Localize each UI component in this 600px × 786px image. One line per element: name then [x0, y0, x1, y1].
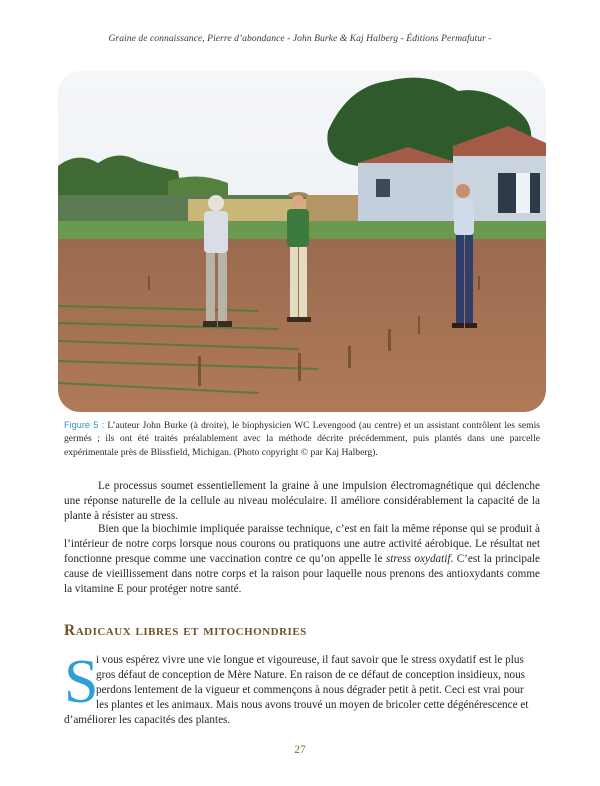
- page-number: 27: [294, 744, 306, 756]
- italic-term: stress oxydatif: [385, 553, 451, 566]
- section-intro-text: [64, 648, 540, 728]
- section-title: Radicaux libres et mitochondries: [64, 622, 307, 639]
- body-paragraph-2: [64, 522, 540, 597]
- text-line: d’améliorer les capacités des plantes.: [64, 714, 231, 727]
- drop-cap: S: [64, 648, 99, 716]
- body-paragraph-1: [64, 479, 540, 524]
- figure-caption-text: L’auteur John Burke (à droite), le biophysicien WC Levengood (au centre) et un assistant contrôlent les semis germés ; ils ont été traités préalablement avec la méthode décrite précédemment, puis plantés dans une parcelle expérimentale près de Blissfield, Michigan. (Photo copyright © par Kaj Halberg).: [64, 420, 541, 458]
- paragraph-text: [64, 522, 540, 597]
- figure-caption: [64, 419, 540, 459]
- field-photo: [58, 71, 546, 412]
- figure-label: Figure 5 :: [64, 420, 105, 430]
- paragraph-text: Le processus soumet essentiellement la graine à une impulsion électromagnétique qui déclenche une réponse naturelle de la cellule au niveau moléculaire. Il améliore considérablement la capacité de la plante à résister au stress.: [64, 480, 540, 523]
- paragraph-text-start: Bien que la biochimie impliquée paraisse technique, c’est en fait la même réponse qui se produit à l’intérieur de notre corps lorsque nous courons ou pratiquons une autre activité aérobique. Le résultat net fonctionne presque comme une vaccination contre ce qu’on appelle le: [64, 523, 540, 566]
- text-line: les plantes et les animaux. Mais nous avons trouvé un moyen de bricoler cette dégénérescence et: [96, 699, 529, 712]
- text-line: gros défaut de conception de Mère Nature. En raison de ce défaut de conception insidieux, nous: [96, 669, 526, 682]
- text-line: perdons lentement de la vigueur et commençons à nous dégrader petit à petit. Ceci est vrai pour: [96, 684, 524, 697]
- running-header: Graine de connaissance, Pierre d’abondance - John Burke & Kaj Halberg - Éditions Permafutur -: [108, 33, 492, 44]
- text-line: i vous espérez vivre une vie longue et vigoureuse, il faut savoir que le stress oxydatif est le plus: [96, 654, 524, 666]
- section-intro: [64, 648, 540, 728]
- paragraph-text-end: . C’est la principale cause de vieillissement dans notre corps et la raison pour laquelle nous prenons des antioxydants comme la vitamine E pour protéger notre santé.: [64, 553, 540, 596]
